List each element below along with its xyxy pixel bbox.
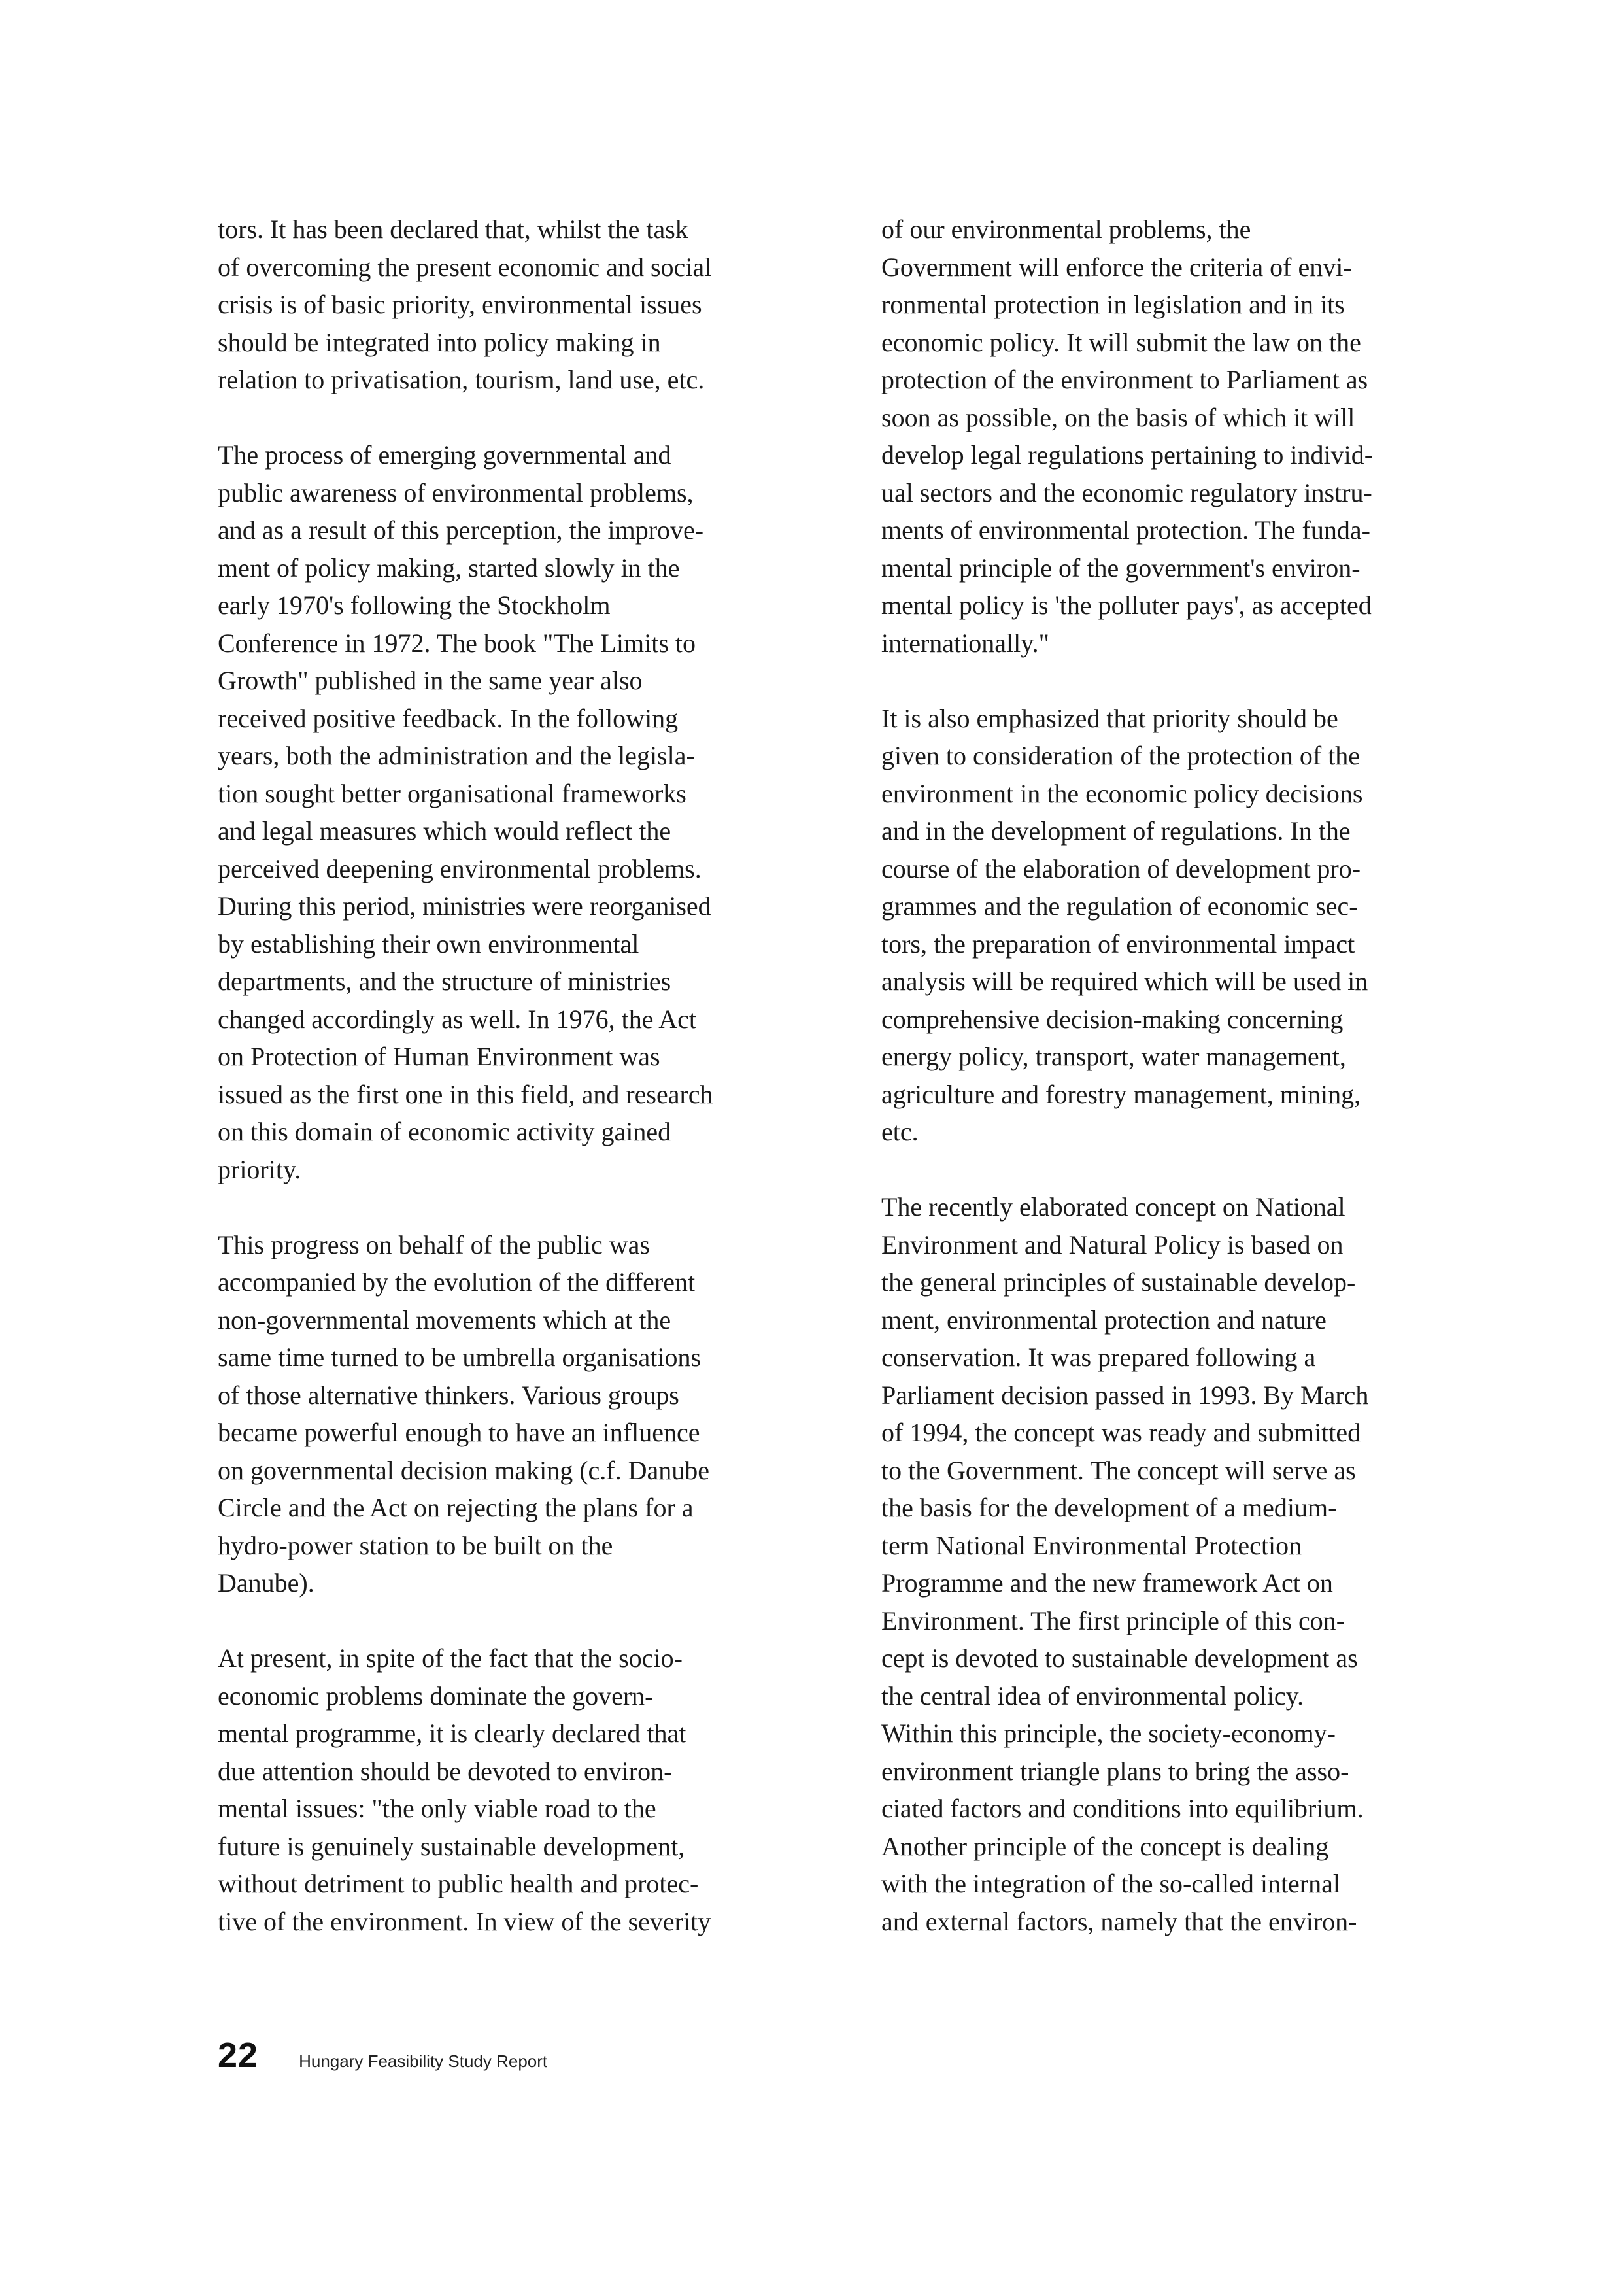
text-line: due attention should be devoted to environ- [218,1756,673,1786]
text-line: became powerful enough to have an influence [218,1418,700,1447]
text-line: Environment and Natural Policy is based on [881,1229,1344,1259]
text-line: of overcoming the present economic and social [218,252,712,282]
text-line: public awareness of environmental problems, [218,477,694,507]
text-line: Growth" published in the same year also [218,666,643,695]
text-line: comprehensive decision-making concerning [881,1004,1344,1034]
text-line: energy policy, transport, water management, [881,1042,1346,1071]
text-line: grammes and the regulation of economic sec- [881,891,1358,921]
text-line: years, both the administration and the legisla- [218,741,695,770]
text-line: During this period, ministries were reorganised [218,891,711,921]
text-line: on governmental decision making (c.f. Danube [218,1455,709,1485]
text-line: Circle and the Act on rejecting the plans for a [218,1493,694,1522]
text-line: by establishing their own environmental [218,929,639,959]
text-line: mental issues: "the only viable road to the [218,1794,656,1823]
text-line: and legal measures which would reflect the [218,816,671,846]
text-line: given to consideration of the protection of the [881,741,1361,770]
text-line: course of the elaboration of development pro- [881,853,1361,883]
paragraph [218,436,839,1188]
text-line: protection of the environment to Parliament as [881,365,1368,394]
text-line: ciated factors and conditions into equilibrium. [881,1794,1364,1823]
text-line: on this domain of economic activity gained [218,1117,671,1146]
right-text-column [881,211,1502,1940]
text-line: hydro-power station to be built on the [218,1530,613,1560]
paragraph [218,211,839,399]
text-line: crisis is of basic priority, environmental issues [218,290,702,319]
text-line: mental principle of the government's environ- [881,553,1361,583]
text-line: environment triangle plans to bring the asso- [881,1756,1349,1786]
text-line: Another principle of the concept is dealing [881,1831,1329,1861]
paragraph [881,211,1502,662]
text-line: mental policy is 'the polluter pays', as accepted [881,590,1372,620]
text-line: The process of emerging governmental and [218,440,671,470]
text-line: relation to privatisation, tourism, land use, etc. [218,365,705,394]
text-line: to the Government. The concept will serve as [881,1455,1356,1485]
text-line: Parliament decision passed in 1993. By March [881,1380,1369,1410]
text-line: ronmental protection in legislation and in its [881,290,1345,319]
text-line: and in the development of regulations. In the [881,816,1351,846]
text-line: with the integration of the so-called internal [881,1869,1340,1898]
text-line: Within this principle, the society-economy- [881,1719,1336,1748]
text-line: of those alternative thinkers. Various groups [218,1380,679,1410]
text-line: future is genuinely sustainable development, [218,1831,685,1861]
text-line: internationally." [881,628,1049,658]
text-line: Environment. The first principle of this con- [881,1605,1345,1635]
text-line: etc. [881,1117,919,1146]
text-line: tors, the preparation of environmental impact [881,929,1355,959]
text-line: Programme and the new framework Act on [881,1568,1333,1598]
text-line: cept is devoted to sustainable development as [881,1643,1358,1673]
paragraph [218,1226,839,1602]
text-line: early 1970's following the Stockholm [218,590,611,620]
text-line: This progress on behalf of the public was [218,1229,650,1259]
text-line: tive of the environment. In view of the severity [218,1906,711,1936]
text-line: environment in the economic policy decisions [881,778,1363,808]
paragraph [218,1639,839,1940]
text-line: economic policy. It will submit the law on the [881,327,1361,357]
page-footer [218,2035,547,2081]
page-number: 22 [218,2036,259,2075]
text-line: issued as the first one in this field, and research [218,1079,713,1109]
text-line: and as a result of this perception, the improve- [218,515,704,545]
text-line: on Protection of Human Environment was [218,1042,660,1071]
text-line: conservation. It was prepared following a [881,1343,1316,1372]
text-line: mental programme, it is clearly declared that [218,1719,686,1748]
text-line: It is also emphasized that priority should be [881,703,1338,733]
text-line: should be integrated into policy making in [218,327,661,357]
text-line: of our environmental problems, the [881,214,1251,244]
text-line: non-governmental movements which at the [218,1305,671,1335]
text-line: ment, environmental protection and nature [881,1305,1327,1335]
text-line: and external factors, namely that the environ- [881,1906,1357,1936]
text-line: received positive feedback. In the following [218,703,679,733]
text-line: same time turned to be umbrella organisations [218,1343,702,1372]
text-line: the basis for the development of a medium- [881,1493,1337,1522]
text-line: ment of policy making, started slowly in the [218,553,680,583]
text-line: ments of environmental protection. The funda- [881,515,1370,545]
text-line: soon as possible, on the basis of which it will [881,402,1355,432]
report-title: Hungary Feasibility Study Report [299,2051,548,2071]
text-line: Conference in 1972. The book "The Limits to [218,628,696,658]
text-line: analysis will be required which will be used in [881,966,1368,996]
paragraph [881,700,1502,1151]
paragraph [881,1188,1502,1940]
text-line: tion sought better organisational frameworks [218,778,686,808]
text-line: changed accordingly as well. In 1976, the Act [218,1004,696,1034]
text-line: priority. [218,1154,301,1184]
text-line: economic problems dominate the govern- [218,1681,654,1711]
text-line: The recently elaborated concept on National [881,1192,1345,1222]
text-line: agriculture and forestry management, mining, [881,1079,1361,1109]
text-line: develop legal regulations pertaining to individ- [881,440,1374,470]
text-line: accompanied by the evolution of the different [218,1267,696,1297]
text-line: term National Environmental Protection [881,1530,1302,1560]
text-line: At present, in spite of the fact that the socio- [218,1643,683,1673]
left-text-column [218,211,839,1940]
text-line: Danube). [218,1568,314,1598]
text-line: ual sectors and the economic regulatory instru- [881,477,1372,507]
text-line: tors. It has been declared that, whilst the task [218,214,688,244]
text-line: Government will enforce the criteria of envi- [881,252,1352,282]
text-line: without detriment to public health and protec- [218,1869,699,1898]
text-line: perceived deepening environmental problems. [218,853,702,883]
text-line: departments, and the structure of ministries [218,966,671,996]
text-line: the central idea of environmental policy. [881,1681,1304,1711]
text-line: the general principles of sustainable develop- [881,1267,1356,1297]
text-line: of 1994, the concept was ready and submitted [881,1418,1361,1447]
